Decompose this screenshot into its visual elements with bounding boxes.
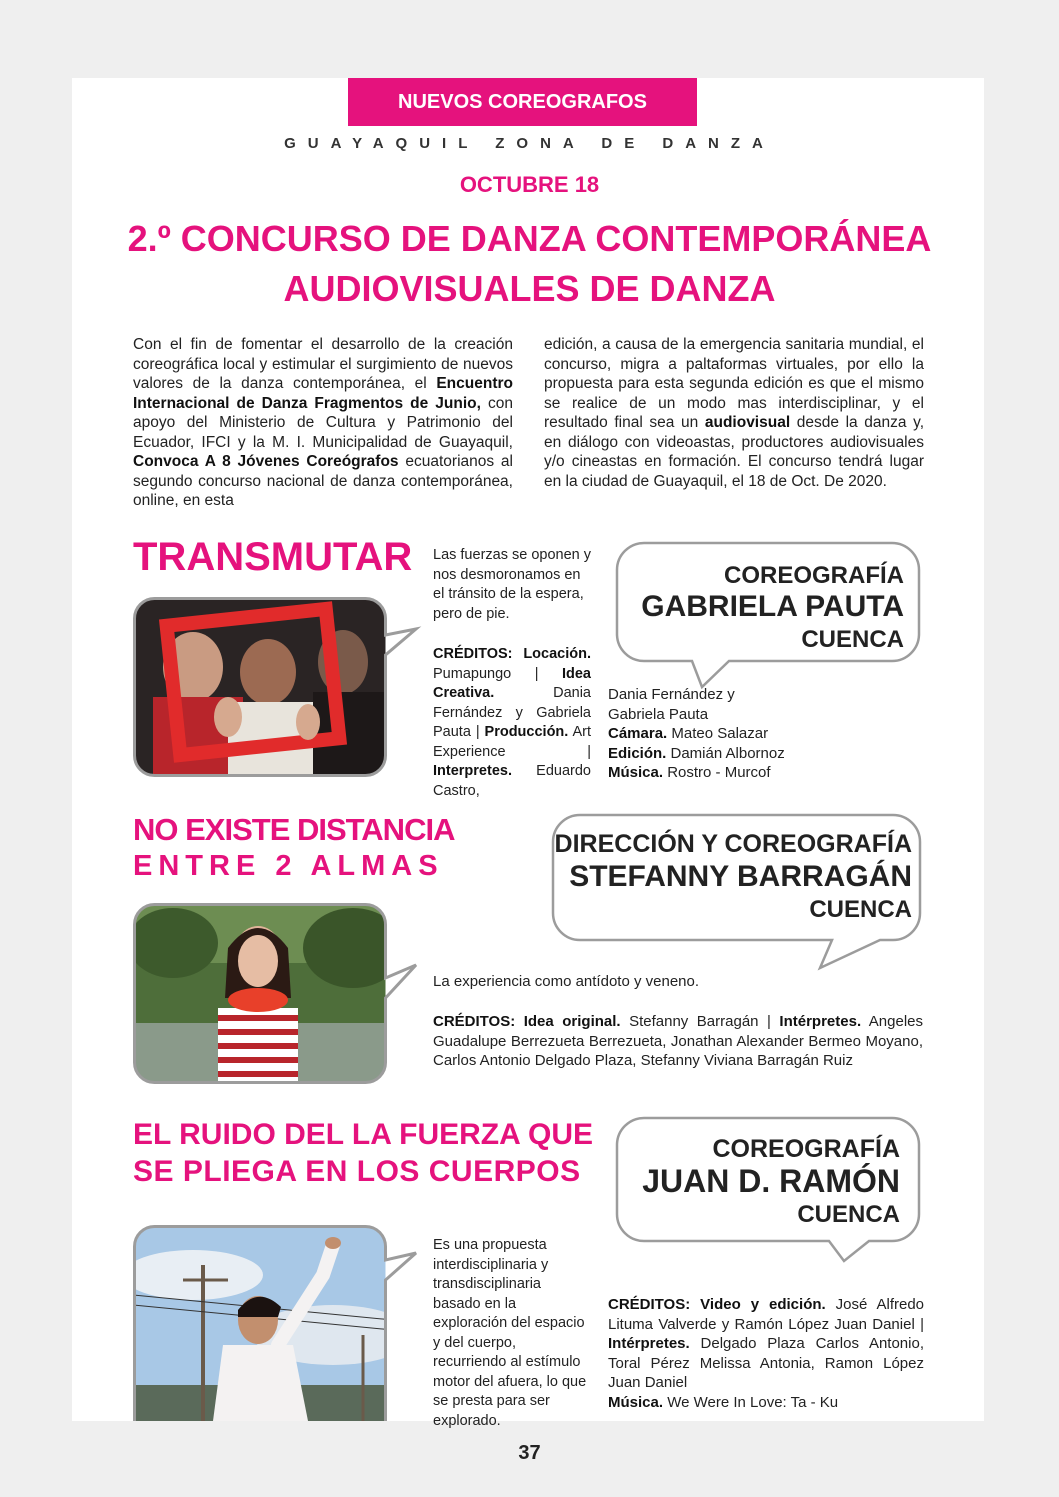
- credit-label: Intérpretes.: [608, 1335, 690, 1352]
- credit-label: Cámara.: [608, 725, 668, 742]
- section-tag: [348, 78, 697, 126]
- credit-label: Edición.: [608, 744, 667, 762]
- intro-right-column: [544, 335, 924, 491]
- section1-credits-left: [433, 645, 591, 801]
- intro-bold: Convoca A 8 Jóvenes Coreógrafos: [133, 453, 399, 470]
- section3-bubble-role: COREOGRAFÍA: [712, 1135, 900, 1163]
- credit-text: We Were In Love: Ta - Ku: [663, 1393, 839, 1411]
- credit-text: Damián Albornoz: [666, 744, 785, 762]
- intro-bold: Encuentro Internacional de Danza Fragmentos de Junio,: [133, 375, 513, 412]
- section1-description: Las fuerzas se oponen y nos desmoronamos en el tránsito de la espera, pero de pie.: [433, 547, 591, 622]
- section1-bubble-role: COREOGRAFÍA: [724, 562, 904, 589]
- intro-text: ecuatorianos al segundo concurso nacional de danza contemporánea, online, en esta: [133, 453, 513, 509]
- section1-bubble-city: CUENCA: [801, 626, 904, 653]
- event-date: OCTUBRE 18: [459, 172, 600, 197]
- section2-title-line1: NO EXISTE DISTANCIA: [133, 812, 455, 847]
- credit-text: Mateo Salazar: [667, 725, 769, 742]
- credit-label: Intérpretes.: [779, 1013, 862, 1030]
- intro-text: con apoyo del Ministerio de Cultura y Patrimonio del Ecuador, IFCI y la M. I. Municipalidad de Guayaquil,: [133, 394, 513, 451]
- credit-text: Gabriela Pauta: [608, 705, 709, 723]
- section2-bubble-city: CUENCA: [809, 896, 912, 923]
- section3-bubble-name: JUAN D. RAMÓN: [642, 1163, 900, 1199]
- section1-speech-bubble: [614, 540, 924, 690]
- credit-text: Angeles Guadalupe Berrezueta Berrezueta, Jonathan Alexander Bermeo Moyano, Carlos Antonio Delgado Plaza, Stefanny Viviana Barragán Ruiz: [433, 1013, 924, 1069]
- section-tag-label: NUEVOS COREOGRAFOS: [398, 90, 647, 113]
- credit-label: CRÉDITOS: Idea original.: [433, 1013, 621, 1030]
- section3-title-line2: SE PLIEGA EN LOS CUERPOS: [133, 1155, 581, 1188]
- credit-label: Música.: [608, 764, 664, 781]
- page-number: 37: [518, 1442, 541, 1464]
- credit-text: Art Experience |: [433, 724, 591, 760]
- section3-description: Es una propuesta interdisciplinaria y transdisciplinaria basado en la exploración del espacio y del cuerpo, recurriendo al estímulo motor del afuera, lo que se presta para ser explorado.: [433, 1237, 587, 1429]
- section1-photo: [133, 597, 423, 781]
- section1-photo-frame: [133, 597, 423, 781]
- section3-title-line1: EL RUIDO DEL LA FUERZA QUE: [133, 1118, 594, 1151]
- section3-speech-bubble: [614, 1115, 924, 1265]
- credit-label: Idea Creativa.: [433, 665, 591, 701]
- credit-text: Dania Fernández y: [608, 686, 735, 703]
- section3-photo: [133, 1225, 423, 1421]
- credit-text: Eduardo Castro,: [433, 763, 591, 799]
- section2-photo: [133, 903, 423, 1086]
- page-title-line2: AUDIOVISUALES DE DANZA: [283, 268, 776, 309]
- credit-label: Música.: [608, 1393, 664, 1411]
- credit-text: Pumapungo |: [433, 665, 562, 682]
- credit-text: Delgado Plaza Carlos Antonio, Toral Pérez Melissa Antonia, Ramon López Juan Daniel: [608, 1335, 924, 1391]
- section3-credits: [608, 1295, 924, 1412]
- intro-bold: audiovisual: [704, 414, 791, 431]
- section3-photo-frame: [133, 1225, 423, 1421]
- section2-bubble-name: STEFANNY BARRAGÁN: [569, 860, 912, 893]
- section2-credits: [433, 1012, 923, 1071]
- credit-text: Rostro - Murcof: [663, 764, 771, 781]
- section2-speech-bubble: [550, 812, 926, 972]
- section1-credits-right: [608, 685, 928, 783]
- credit-text: José Alfredo Lituma Valverde y Ramón López Juan Daniel |: [608, 1296, 925, 1333]
- section1-title: TRANSMUTAR: [133, 535, 413, 579]
- intro-left-column: [133, 335, 513, 511]
- credit-label: Interpretes.: [433, 763, 512, 779]
- intro-text: desde la danza y, en diálogo con videoastas, productores audiovisuales y/o cineastas en formación. El concurso tendrá lugar en la ciudad de Guayaquil, el 18 de Oct. De 2020.: [544, 414, 924, 490]
- intro-text: edición, a causa de la emergencia sanitaria mundial, el concurso, migra a paltaformas virtuales, por ello la propuesta para esta segunda edición es que el mismo se realice de un modo mas interdisciplinar, y el resultado final sea un: [544, 336, 924, 431]
- intro-text: Con el fin de fomentar el desarrollo de la creación coreográfica local y estimular el surgimiento de nuevos valores de la danza contemporánea, el: [133, 336, 513, 392]
- credit-label: CRÉDITOS: Locación.: [433, 646, 591, 662]
- section2-photo-frame: [133, 903, 423, 1086]
- section2-description: La experiencia como antídoto y veneno.: [433, 973, 700, 990]
- section3-bubble-city: CUENCA: [797, 1201, 900, 1228]
- section1-bubble-name: GABRIELA PAUTA: [641, 590, 904, 623]
- section2-title-line2: ENTRE 2 ALMAS: [133, 850, 444, 882]
- brand-name: GUAYAQUIL ZONA DE DANZA: [284, 135, 775, 152]
- credit-label: Producción.: [484, 724, 569, 740]
- credit-label: CRÉDITOS: Video y edición.: [608, 1296, 826, 1313]
- section2-bubble-role: DIRECCIÓN Y COREOGRAFÍA: [554, 830, 912, 858]
- page-title-line1: 2.º CONCURSO DE DANZA CONTEMPORÁNEA: [127, 218, 932, 259]
- credit-text: Stefanny Barragán |: [620, 1013, 780, 1030]
- credit-text: Dania Fernández y Gabriela Pauta |: [433, 685, 591, 740]
